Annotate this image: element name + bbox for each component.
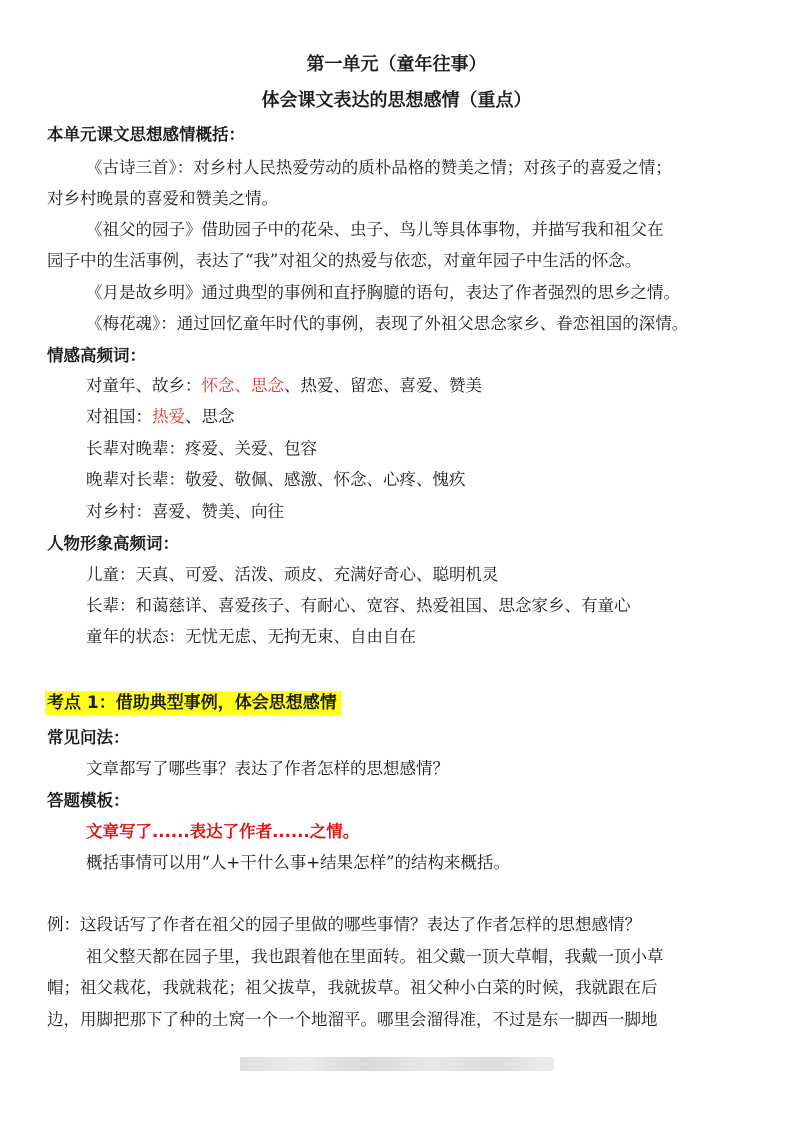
exam-point-highlight: 考点 1：借助典型事例，体会思想感情 — [45, 691, 341, 715]
question-text: 文章都写了哪些事？表达了作者怎样的思想感情？ — [86, 759, 449, 778]
section-title: 体会课文表达的思想感情（重点） — [261, 90, 532, 111]
unit-title: 第一单元（童年往事） — [306, 54, 487, 75]
character-line: 长辈：和蔼慈详、喜爱孩子、有耐心、宽容、热爱祖国、思念家乡、有童心 — [86, 596, 631, 615]
character-line: 儿童：天真、可爱、活泼、顽皮、充满好奇心、聪明机灵 — [86, 565, 499, 584]
template-note: 概括事情可以用“人+干什么事+结果怎样”的结构来概括。 — [86, 853, 511, 872]
summary-line: 《梅花魂》：通过回忆童年时代的事例，表现了外祖父思念家乡、眷恋祖国的深情。 — [86, 314, 689, 333]
example-question: 例：这段话写了作者在祖父的园子里做的哪些事情？表达了作者怎样的思想感情？ — [47, 915, 641, 934]
summary-line: 对乡村晚景的喜爱和赞美之情。 — [47, 189, 278, 208]
question-header: 常见问法： — [47, 728, 130, 747]
example-passage-line: 边，用脚把那下了种的土窝一个一个地溜平。哪里会溜得准，不过是东一脚西一脚地 — [47, 1010, 658, 1029]
emotion-rest: 、热爱、留恋、喜爱、赞美 — [284, 376, 482, 395]
emotion-prefix: 对祖国： — [86, 407, 152, 426]
emotion-line-childhood — [86, 375, 482, 397]
emotion-highlight: 热爱 — [152, 407, 185, 426]
emotion-header: 情感高频词： — [47, 346, 146, 365]
summary-header: 本单元课文思想感情概括： — [47, 125, 245, 144]
emotion-line-juniors: 晚辈对长辈：敬爱、敬佩、感激、怀念、心疼、愧疚 — [86, 470, 466, 489]
example-passage-line: 祖父整天都在园子里，我也跟着他在里面转。祖父戴一顶大草帽，我戴一顶小草 — [86, 947, 664, 966]
emotion-highlight: 怀念、思念 — [201, 376, 284, 395]
emotion-line-village: 对乡村：喜爱、赞美、向往 — [86, 502, 284, 521]
summary-line: 《古诗三首》：对乡村人民热爱劳动的质朴品格的赞美之情；对孩子的喜爱之情； — [86, 158, 672, 177]
emotion-prefix: 对童年、故乡： — [86, 376, 202, 395]
emotion-line-country — [86, 406, 235, 428]
summary-line: 《月是故乡明》通过典型的事例和直抒胸臆的语句，表达了作者强烈的思乡之情。 — [86, 283, 680, 302]
character-header: 人物形象高频词： — [47, 534, 179, 553]
blurred-watermark — [240, 1057, 554, 1071]
template-formula: 文章写了......表达了作者......之情。 — [86, 822, 360, 841]
character-line: 童年的状态：无忧无虑、无拘无束、自由自在 — [86, 627, 416, 646]
emotion-rest: 、思念 — [185, 407, 235, 426]
template-header: 答题模板： — [47, 791, 130, 810]
example-passage-line: 帽；祖父栽花，我就栽花；祖父拔草，我就拔草。祖父种小白菜的时候，我就跟在后 — [47, 978, 658, 997]
emotion-line-elders: 长辈对晚辈：疼爱、关爱、包容 — [86, 439, 317, 458]
summary-line: 园子中的生活事例，表达了“我”对祖父的热爱与依恋，对童年园子中生活的怀念。 — [47, 251, 642, 270]
summary-line: 《祖父的园子》借助园子中的花朵、虫子、鸟儿等具体事物，并描写我和祖父在 — [86, 220, 664, 239]
exam-point-heading — [47, 692, 341, 714]
